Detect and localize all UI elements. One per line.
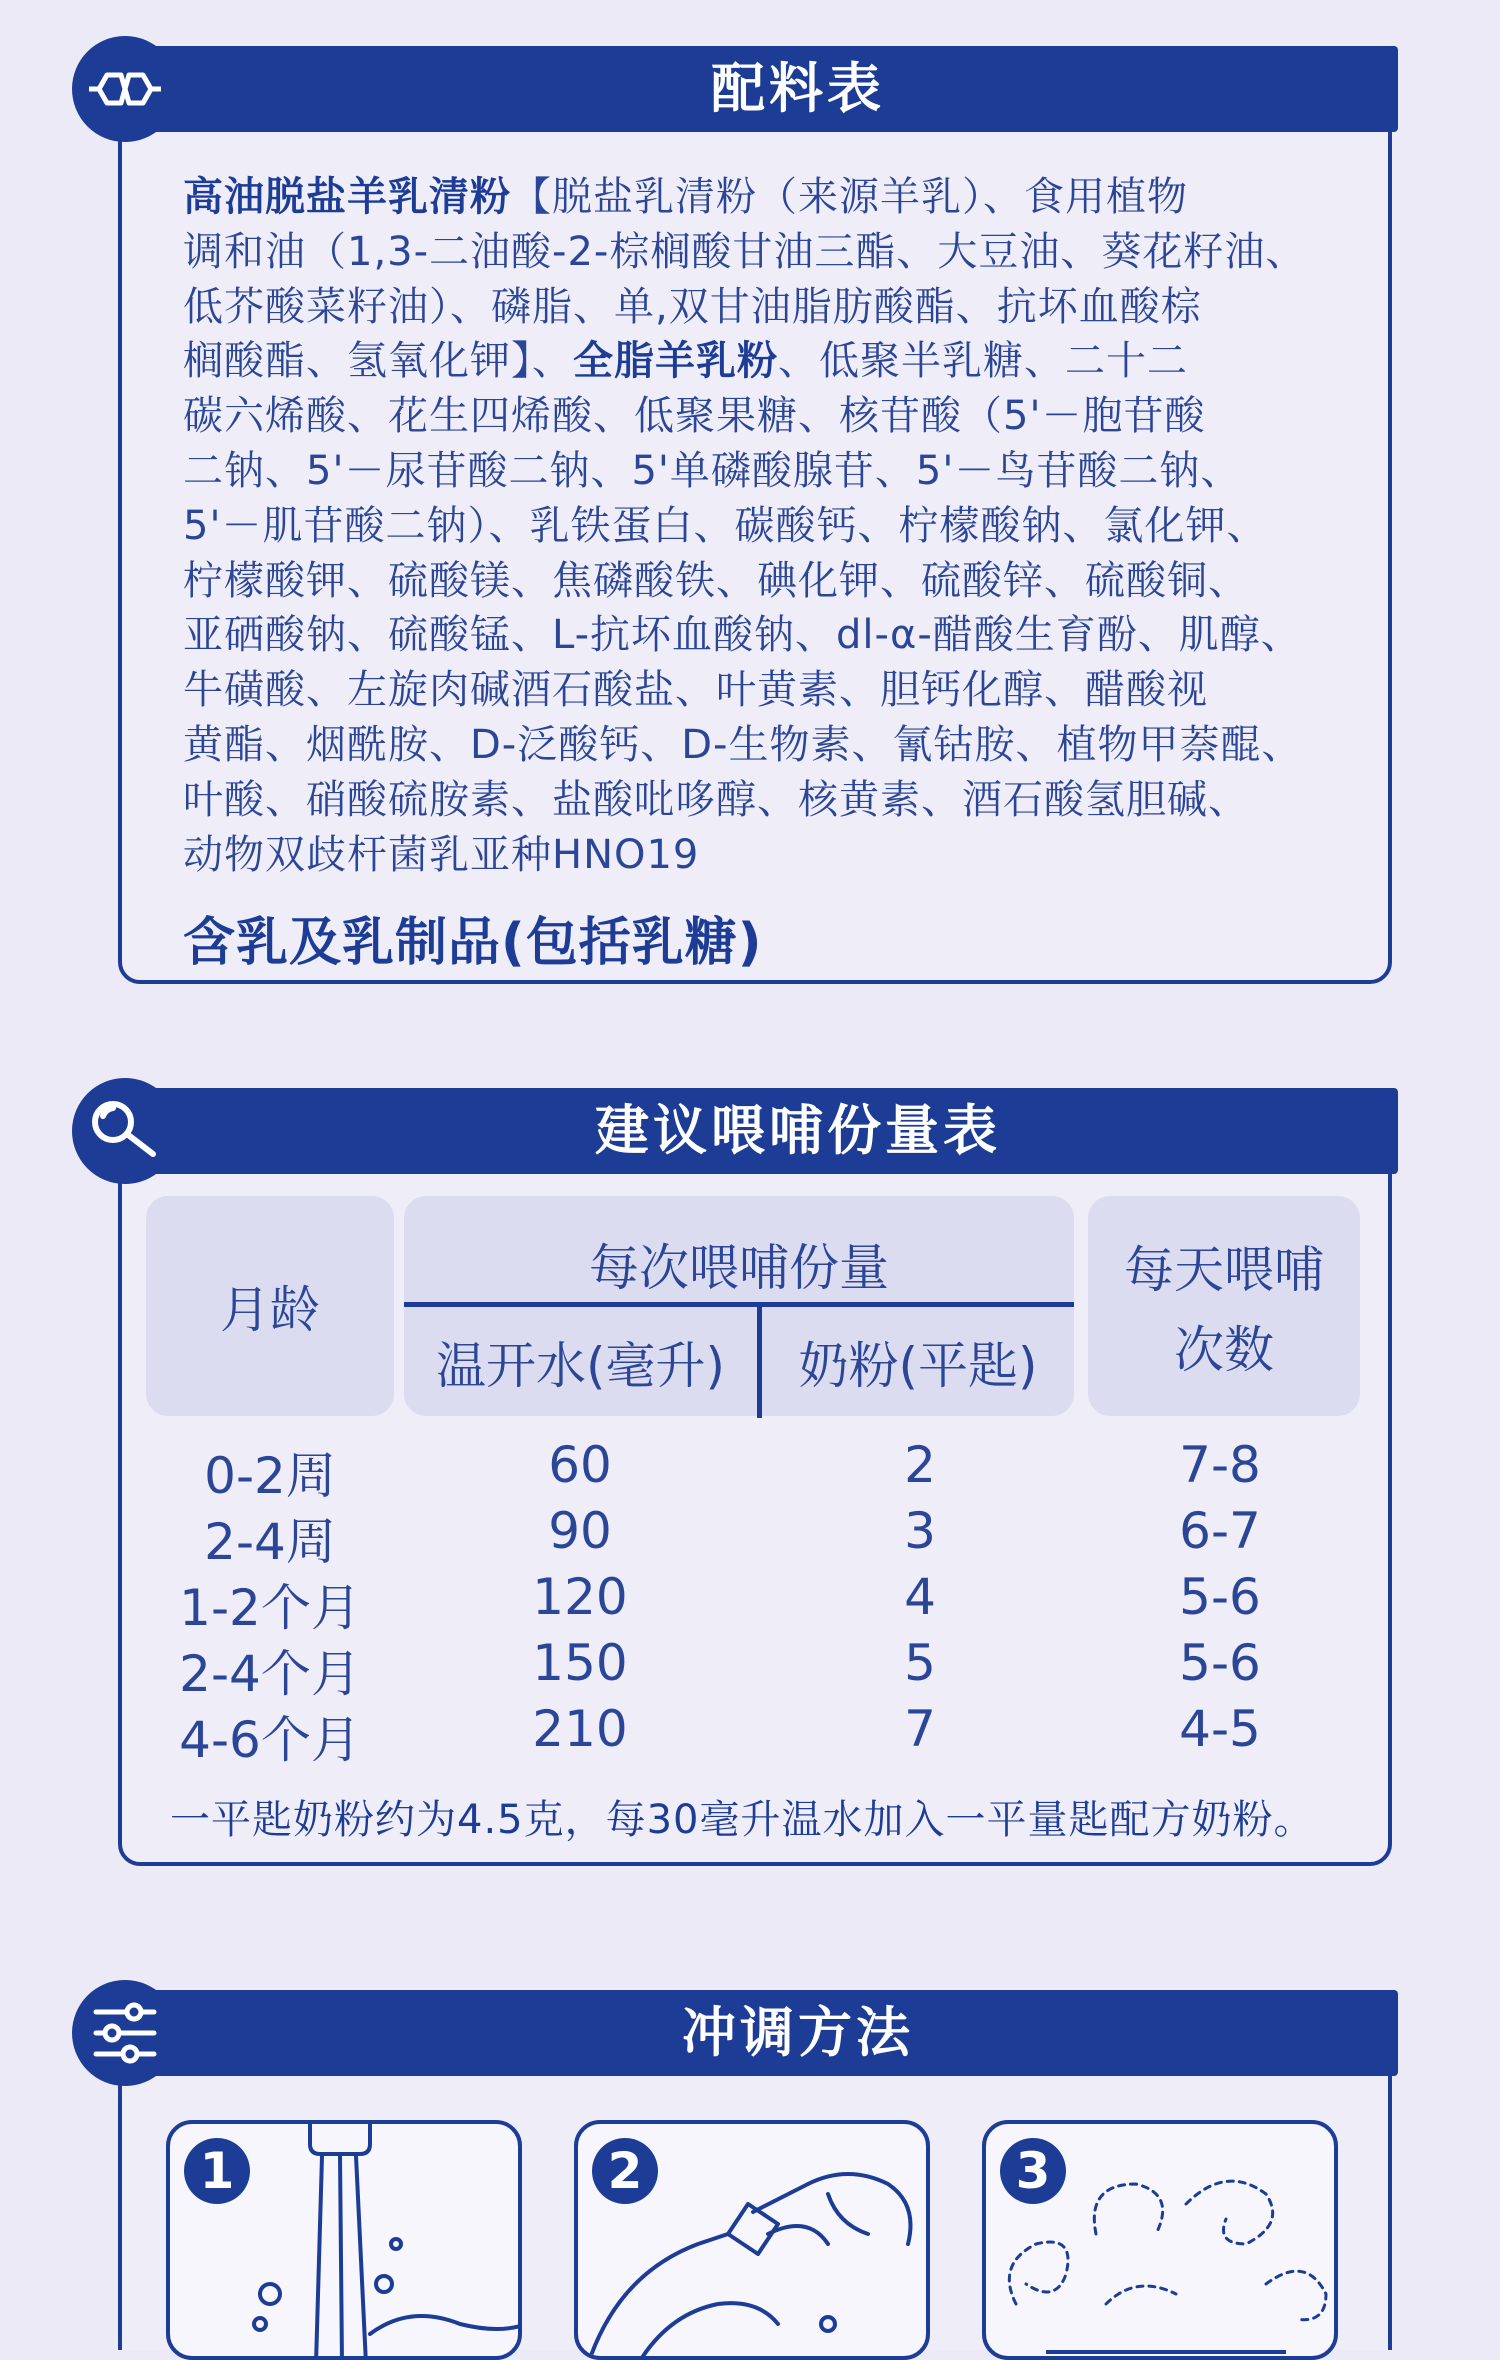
- cell-times: 5-6: [1179, 1568, 1261, 1626]
- table-row: [0, 1502, 1500, 1571]
- step-number: 3: [1000, 2138, 1066, 2204]
- cell-powder: 4: [904, 1568, 936, 1626]
- stir-swirl-icon: [986, 2124, 1338, 2360]
- ingredients-line-5: 碳六烯酸、花生四烯酸、低聚果糖、核苷酸（5'－胞苷酸: [183, 393, 1206, 440]
- per-feed-divider: [404, 1302, 1074, 1307]
- cell-times: 5-6: [1179, 1634, 1261, 1692]
- cell-powder: 7: [904, 1700, 936, 1758]
- molecule-icon: [85, 59, 165, 119]
- preparation-header: [118, 1990, 1398, 2076]
- bottle-hand-icon: [578, 2124, 930, 2360]
- cell-powder: 3: [904, 1502, 936, 1560]
- ingredients-line-3: 低芥酸菜籽油）、磷脂、单,双甘油脂肪酸酯、抗坏血酸棕: [183, 283, 1202, 330]
- ingredients-line-8: 柠檬酸钾、硫酸镁、焦磷酸铁、碘化钾、硫酸锌、硫酸铜、: [183, 557, 1249, 604]
- ingredients-header: [118, 46, 1398, 132]
- feeding-badge: [72, 1078, 178, 1184]
- cell-water: 90: [548, 1502, 612, 1560]
- cell-water: 60: [548, 1436, 612, 1494]
- scoop-note: 一平匙奶粉约为4.5克，每30毫升温水加入一平量匙配方奶粉。: [170, 1797, 1315, 1843]
- cell-times: 7-8: [1179, 1436, 1261, 1494]
- ingredients-title: 配料表: [711, 57, 885, 120]
- ingredients-line-1: 高油脱盐羊乳清粉【脱盐乳清粉（来源羊乳）、食用植物: [183, 174, 1188, 220]
- header-age: 月龄: [146, 1196, 394, 1416]
- header-times: 每天喂哺 次数: [1088, 1196, 1360, 1416]
- faucet-water-icon: [170, 2124, 522, 2360]
- cell-water: 150: [532, 1634, 628, 1692]
- table-row: [0, 1436, 1500, 1505]
- feeding-title: 建议喂哺份量表: [595, 1099, 1001, 1162]
- cell-age: 1-2个月: [179, 1579, 361, 1637]
- ingredients-line-12: 叶酸、硝酸硫胺素、盐酸吡哆醇、核黄素、酒石酸氢胆碱、: [183, 776, 1249, 823]
- sliders-icon: [90, 1998, 160, 2068]
- table-row: [0, 1634, 1500, 1703]
- cell-age: 0-2周: [204, 1447, 336, 1505]
- cell-powder: 5: [904, 1634, 936, 1692]
- table-row: [0, 1568, 1500, 1637]
- ingredients-line-4: 榈酸酯、氢氧化钾】、全脂羊乳粉、低聚半乳糖、二十二: [183, 338, 1188, 385]
- ingredients-line-13: 动物双歧杆菌乳亚种HNO19: [183, 831, 700, 878]
- allergen-statement: 含乳及乳制品(包括乳糖): [183, 913, 763, 973]
- feeding-header: [118, 1088, 1398, 1174]
- cell-water: 120: [532, 1568, 628, 1626]
- preparation-badge: [72, 1980, 178, 2086]
- header-per-feed: 每次喂哺份量: [404, 1196, 1074, 1416]
- ingredients-line-2: 调和油（1,3-二油酸-2-棕榈酸甘油三酯、大豆油、葵花籽油、: [183, 228, 1307, 275]
- ingredients-line-7: 5'－肌苷酸二钠）、乳铁蛋白、碳酸钙、柠檬酸钠、氯化钾、: [183, 502, 1268, 549]
- ingredients-line-6: 二钠、5'－尿苷酸二钠、5'单磷酸腺苷、5'－鸟苷酸二钠、: [183, 447, 1242, 494]
- ingredients-line-11: 黄酯、烟酰胺、D-泛酸钙、D-生物素、氰钴胺、植物甲萘醌、: [183, 721, 1303, 768]
- ingredients-list: [183, 170, 1353, 882]
- cell-age: 2-4周: [204, 1513, 336, 1571]
- cell-powder: 2: [904, 1436, 936, 1494]
- step-number: 2: [592, 2138, 658, 2204]
- step-number: 1: [184, 2138, 250, 2204]
- magnifier-icon: [85, 1096, 165, 1166]
- ingredients-line-9: 亚硒酸钠、硫酸锰、L-抗坏血酸钠、dl-α-醋酸生育酚、肌醇、: [183, 612, 1302, 659]
- ingredients-badge: [72, 36, 178, 142]
- step-1-card: [166, 2120, 522, 2360]
- ingredients-line-10: 牛磺酸、左旋肉碱酒石酸盐、叶黄素、胆钙化醇、醋酸视: [183, 667, 1208, 714]
- cell-times: 4-5: [1179, 1700, 1261, 1758]
- header-water: 温开水(毫升): [435, 1337, 725, 1395]
- preparation-title: 冲调方法: [682, 2001, 914, 2064]
- step-2-card: [574, 2120, 930, 2360]
- header-powder: 奶粉(平匙): [798, 1337, 1038, 1395]
- cell-age: 4-6个月: [179, 1711, 361, 1769]
- cell-age: 2-4个月: [179, 1645, 361, 1703]
- table-row: [0, 1700, 1500, 1769]
- cell-times: 6-7: [1179, 1502, 1261, 1560]
- step-3-card: [982, 2120, 1338, 2360]
- cell-water: 210: [532, 1700, 628, 1758]
